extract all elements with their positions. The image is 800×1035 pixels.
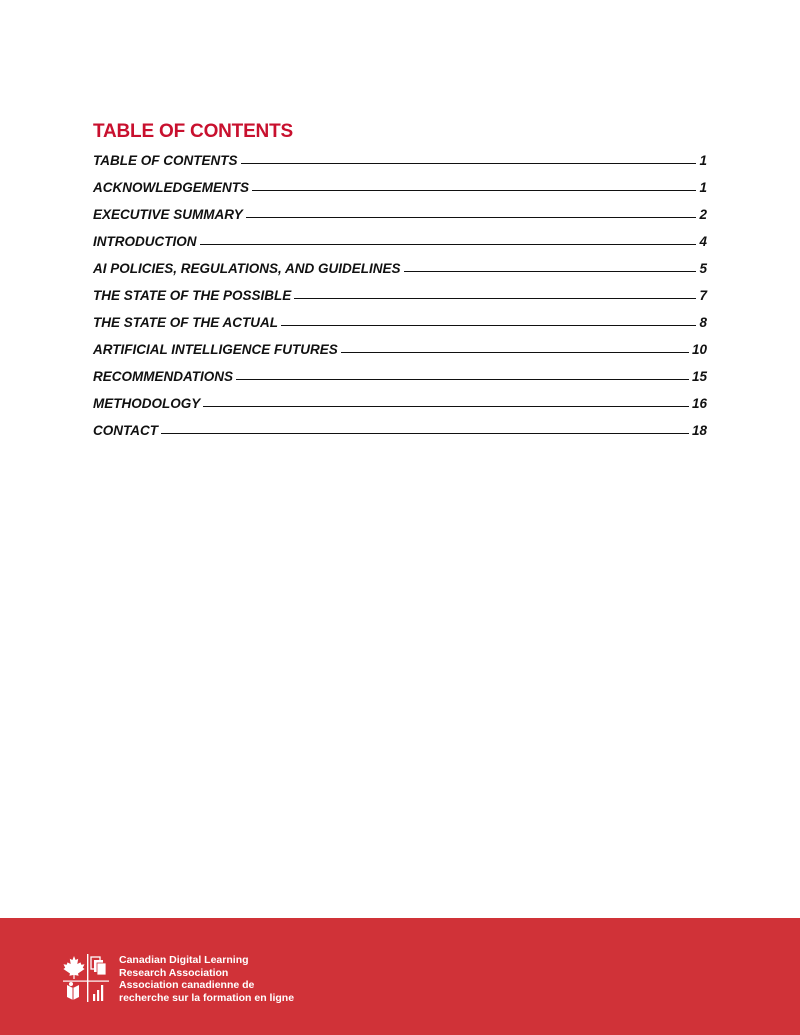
toc-page-number: 16 <box>691 396 707 411</box>
toc-page-number: 18 <box>691 423 707 438</box>
org-name-line: recherche sur la formation en ligne <box>119 991 295 1004</box>
org-name-line: Association canadienne de <box>119 979 255 991</box>
toc-page-number: 5 <box>699 261 707 276</box>
org-name-line: Research Association <box>119 966 229 979</box>
toc-entry[interactable] <box>93 234 707 261</box>
toc-leader-line <box>341 352 689 353</box>
toc-leader-line <box>404 271 697 272</box>
toc-entry-title: EXECUTIVE SUMMARY <box>93 207 243 222</box>
toc-leader-line <box>236 379 689 380</box>
toc-leader-line <box>246 217 697 218</box>
toc-entry[interactable] <box>93 342 707 369</box>
toc-leader-line <box>252 190 696 191</box>
toc-page-number: 7 <box>699 288 707 303</box>
toc-entry-title: THE STATE OF THE POSSIBLE <box>93 288 292 303</box>
toc-entry[interactable] <box>93 396 707 423</box>
cdlra-logo-icon <box>63 954 109 1004</box>
toc-entry-title: AI POLICIES, REGULATIONS, AND GUIDELINES <box>93 261 401 276</box>
toc-entry[interactable] <box>93 153 707 180</box>
toc-leader-line <box>281 325 696 326</box>
toc-entry[interactable] <box>93 288 707 315</box>
toc-entry-title: TABLE OF CONTENTS <box>93 153 238 168</box>
toc-entry-title: CONTACT <box>93 423 158 438</box>
toc-page-number: 4 <box>699 234 707 249</box>
toc-entry-title: METHODOLOGY <box>93 396 201 411</box>
organization-name <box>119 954 294 1004</box>
toc-entry-title: RECOMMENDATIONS <box>93 369 233 384</box>
toc-page-number: 15 <box>691 369 707 384</box>
toc-entry-title: ACKNOWLEDGEMENTS <box>93 180 249 195</box>
org-name-line: Canadian Digital Learning <box>119 954 249 966</box>
toc-entry-title: INTRODUCTION <box>93 234 197 249</box>
toc-list <box>93 153 707 450</box>
toc-entry[interactable] <box>93 180 707 207</box>
toc-leader-line <box>241 163 697 164</box>
toc-page-number: 10 <box>691 342 707 357</box>
toc-entry[interactable] <box>93 423 707 450</box>
toc-page-number: 1 <box>699 153 707 168</box>
toc-entry[interactable] <box>93 369 707 396</box>
toc-leader-line <box>203 406 689 407</box>
toc-entry[interactable] <box>93 315 707 342</box>
toc-entry-title: ARTIFICIAL INTELLIGENCE FUTURES <box>93 342 338 357</box>
toc-page-number: 2 <box>699 207 707 222</box>
toc-entry-title: THE STATE OF THE ACTUAL <box>93 315 278 330</box>
toc-page-number: 8 <box>699 315 707 330</box>
toc-entry[interactable] <box>93 207 707 234</box>
toc-entry[interactable] <box>93 261 707 288</box>
toc-leader-line <box>161 433 689 434</box>
toc-leader-line <box>200 244 697 245</box>
toc-page-number: 1 <box>699 180 707 195</box>
toc-leader-line <box>294 298 696 299</box>
toc-heading: TABLE OF CONTENTS <box>93 121 293 142</box>
